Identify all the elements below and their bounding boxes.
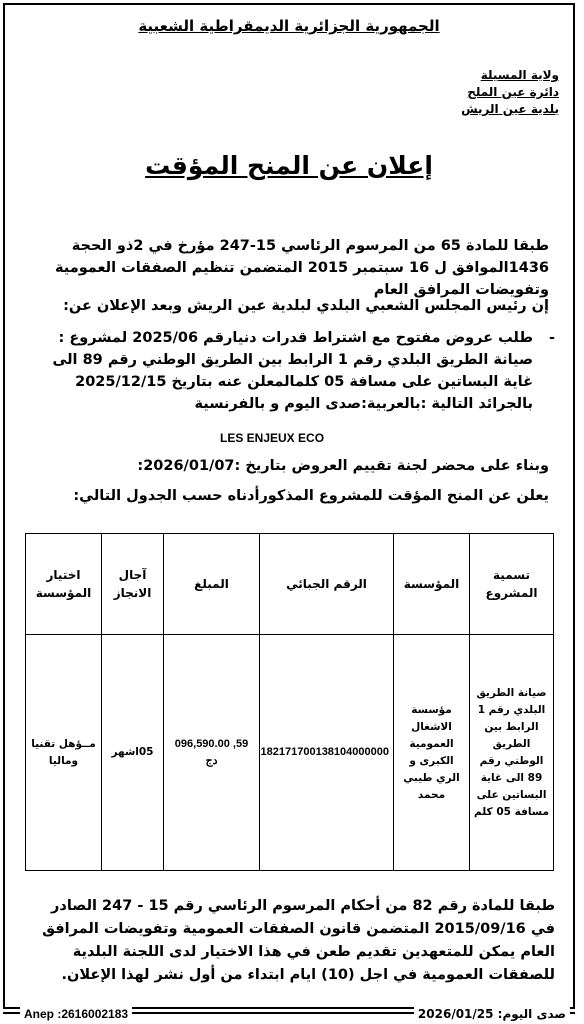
table-row bbox=[26, 635, 554, 871]
issuer-block bbox=[409, 67, 559, 118]
tender-bullet bbox=[27, 327, 555, 415]
publication-date: صدى اليوم: 2026/01/25 bbox=[414, 1007, 570, 1021]
french-newspaper: LES ENJEUX ECO bbox=[220, 431, 325, 445]
issuer-line: دائرة عين الملح bbox=[467, 85, 559, 99]
col-choice: اختيار المؤسسة bbox=[26, 534, 102, 635]
appeal-paragraph: طبقا للمادة رقم 82 من أحكام المرسوم الرئاسي رقم 15 - 247 الصادر في 2015/09/16 المتضمن قانون الصفقات العمومية وتفويضات المرافق العام يمكن للمتعهدين تقديم طعن في هذا الاختيار لدى اللجنة البلدية للصفقات العمومية في اجل (10) ايام ابتداء من أول نشر لهذا الإعلان. bbox=[42, 898, 555, 983]
mayor-paragraph: إن رئيس المجلس الشعبي البلدي لبلدية عين الريش وبعد الإعلان عن: bbox=[63, 298, 549, 314]
col-amount: المبلغ bbox=[164, 534, 260, 635]
col-company: المؤسسة bbox=[394, 534, 470, 635]
cell-tax-number: 182171700138104000000 bbox=[260, 635, 394, 871]
cell-company: مؤسسة الاشغال العمومية الكبرى و الري طيبي محمد bbox=[394, 635, 470, 871]
cell-duration: 05اشهر bbox=[102, 635, 164, 871]
issuer-line: بلدية عين الريش bbox=[461, 102, 559, 116]
committee-paragraph: وبناء على محضر لجنة تقييم العروض بتاريخ :2026/01/07: bbox=[137, 458, 549, 474]
bullet-dash: - bbox=[548, 330, 555, 346]
legal-basis-paragraph: طبقا للمادة 65 من المرسوم الرئاسي 15-247 مؤرخ في 2ذو الحجة 1436الموافق ل 16 سبتمبر 2015 المتضمن تنظيم الصفقات العمومية وتفويضات المرافق العام bbox=[55, 238, 549, 298]
award-paragraph: يعلن عن المنح المؤقت للمشروع المذكورأدناه حسب الجدول التالي: bbox=[73, 488, 549, 504]
award-table bbox=[25, 533, 554, 871]
col-duration: آجال الانجاز bbox=[102, 534, 164, 635]
tender-bullet-text: طلب عروض مفتوح مع اشتراط قدرات دنيارقم 2025/06 لمشروع : صيانة الطريق البلدي رقم 1 الرابط بين الطريق الوطني رقم 89 الى غاية البساتين على مسافة 05 كلمالمعلن عنه بتاريخ 2025/12/15 بالجرائد التالية :بالعربية:صدى اليوم و بالفرنسية bbox=[52, 330, 533, 412]
cell-amount: 59, 096,590.00 دج bbox=[164, 635, 260, 871]
col-tax-number: الرقم الجبائي bbox=[260, 534, 394, 635]
announcement-page bbox=[3, 3, 575, 1009]
announcement-title: إعلان عن المنح المؤقت bbox=[145, 151, 433, 180]
col-project: تسمية المشروع bbox=[470, 534, 554, 635]
issuer-line: ولاية المسيلة bbox=[480, 68, 559, 82]
table-header-row bbox=[26, 534, 554, 635]
anep-number: Anep :2616002183 bbox=[20, 1007, 132, 1021]
cell-project: صيانة الطريق البلدي رقم 1 الرابط بين الطريق الوطني رقم 89 الى غاية البساتين على مسافة 05 كلم bbox=[470, 635, 554, 871]
cell-choice: مــؤهل تقنيا وماليا bbox=[26, 635, 102, 871]
republic-header: الجمهورية الجزائرية الديمقراطية الشعبية bbox=[138, 17, 440, 35]
